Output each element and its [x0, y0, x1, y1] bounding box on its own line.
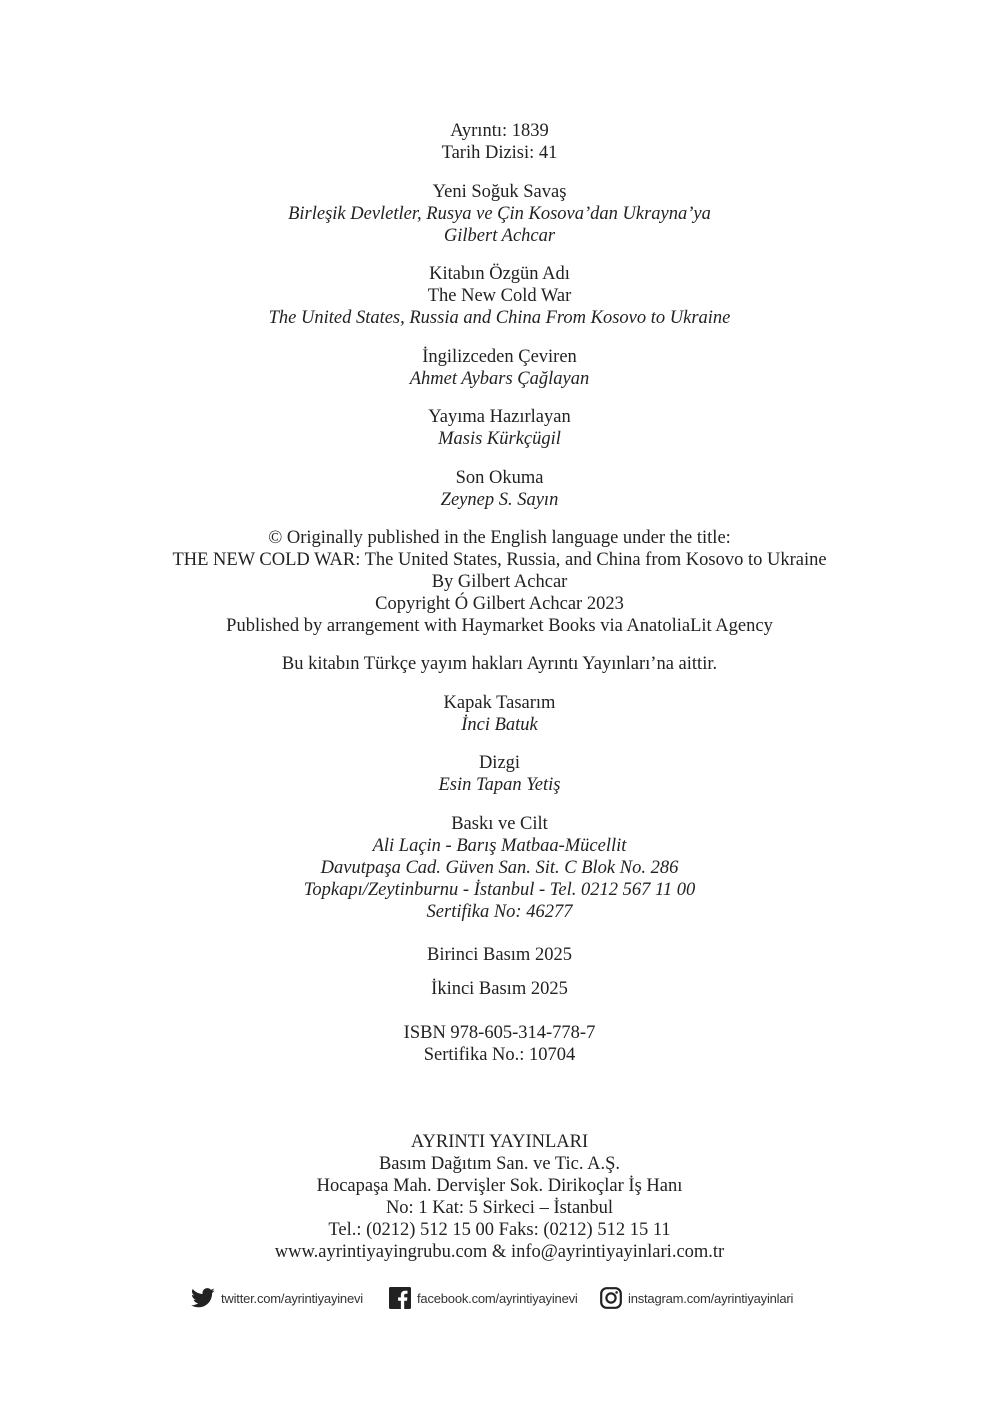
cover-designer: İnci Batuk [461, 715, 538, 735]
instagram-link[interactable] [600, 1283, 793, 1313]
proof-name: Zeynep S. Sayın [440, 490, 559, 510]
printer-address-1: Davutpaşa Cad. Güven San. Sit. C Blok No. 286 [320, 858, 679, 878]
book-title: Yeni Soğuk Savaş [432, 182, 567, 202]
publisher-certificate: Sertifika No.: 10704 [423, 1045, 576, 1065]
first-edition: Birinci Basım 2025 [427, 945, 572, 965]
book-author: Gilbert Achcar [443, 226, 556, 246]
facebook-icon [389, 1287, 411, 1309]
rights-line-3: By Gilbert Achcar [431, 572, 568, 592]
second-edition: İkinci Basım 2025 [431, 979, 568, 999]
original-title-label: Kitabın Özgün Adı [429, 264, 570, 284]
instagram-icon [600, 1287, 622, 1309]
translator-label: İngilizceden Çeviren [422, 347, 577, 367]
publisher-address-1: Hocapaşa Mah. Dervişler Sok. Dirikoçlar İş Hanı [316, 1176, 683, 1196]
translator-name: Ahmet Aybars Çağlayan [409, 369, 590, 389]
rights-line-5: Published by arrangement with Haymarket Books via AnatoliaLit Agency [226, 616, 773, 636]
turkish-rights: Bu kitabın Türkçe yayım hakları Ayrıntı Yayınları’na aittir. [281, 654, 718, 674]
publisher-address-2: No: 1 Kat: 5 Sirkeci – İstanbul [385, 1198, 614, 1218]
publisher-phone: Tel.: (0212) 512 15 00 Faks: (0212) 512 15 11 [328, 1220, 671, 1240]
printer-name: Ali Laçin - Barış Matbaa-Mücellit [372, 836, 627, 856]
editor-label: Yayıma Hazırlayan [428, 407, 571, 427]
facebook-label: facebook.com/ayrintiyayinevi [417, 1290, 578, 1306]
publisher-web: www.ayrintiyayingrubu.com & info@ayrintiyayinlari.com.tr [274, 1242, 725, 1262]
publisher-name: AYRINTI YAYINLARI [410, 1132, 589, 1152]
original-subtitle: The United States, Russia and China From Kosovo to Ukraine [268, 308, 731, 328]
isbn: ISBN 978-605-314-778-7 [403, 1023, 596, 1043]
twitter-icon [191, 1288, 215, 1308]
facebook-link[interactable] [389, 1283, 578, 1313]
print-label: Baskı ve Cilt [451, 814, 548, 834]
social-links [0, 1283, 999, 1313]
rights-line-2: THE NEW COLD WAR: The United States, Russia, and China from Kosovo to Ukraine [172, 550, 827, 570]
book-subtitle: Birleşik Devletler, Rusya ve Çin Kosova’dan Ukrayna’ya [288, 204, 711, 224]
cover-label: Kapak Tasarım [443, 693, 556, 713]
series-name: Tarih Dizisi: 41 [441, 143, 558, 163]
proof-label: Son Okuma [455, 468, 544, 488]
twitter-link[interactable] [191, 1283, 363, 1313]
typesetter: Esin Tapan Yetiş [438, 775, 561, 795]
twitter-label: twitter.com/ayrintiyayinevi [221, 1290, 363, 1306]
original-title: The New Cold War [427, 286, 572, 306]
editor-name: Masis Kürkçügil [438, 429, 561, 449]
rights-line-1: © Originally published in the English language under the title: [268, 528, 731, 548]
instagram-label: instagram.com/ayrintiyayinlari [628, 1290, 794, 1306]
typeset-label: Dizgi [478, 753, 521, 773]
series-number: Ayrıntı: 1839 [450, 121, 549, 141]
rights-line-4: Copyright Ó Gilbert Achcar 2023 [375, 594, 624, 614]
publisher-company: Basım Dağıtım San. ve Tic. A.Ş. [378, 1154, 621, 1174]
printer-certificate: Sertifika No: 46277 [426, 902, 573, 922]
printer-address-2: Topkapı/Zeytinburnu - İstanbul - Tel. 0212 567 11 00 [303, 880, 696, 900]
